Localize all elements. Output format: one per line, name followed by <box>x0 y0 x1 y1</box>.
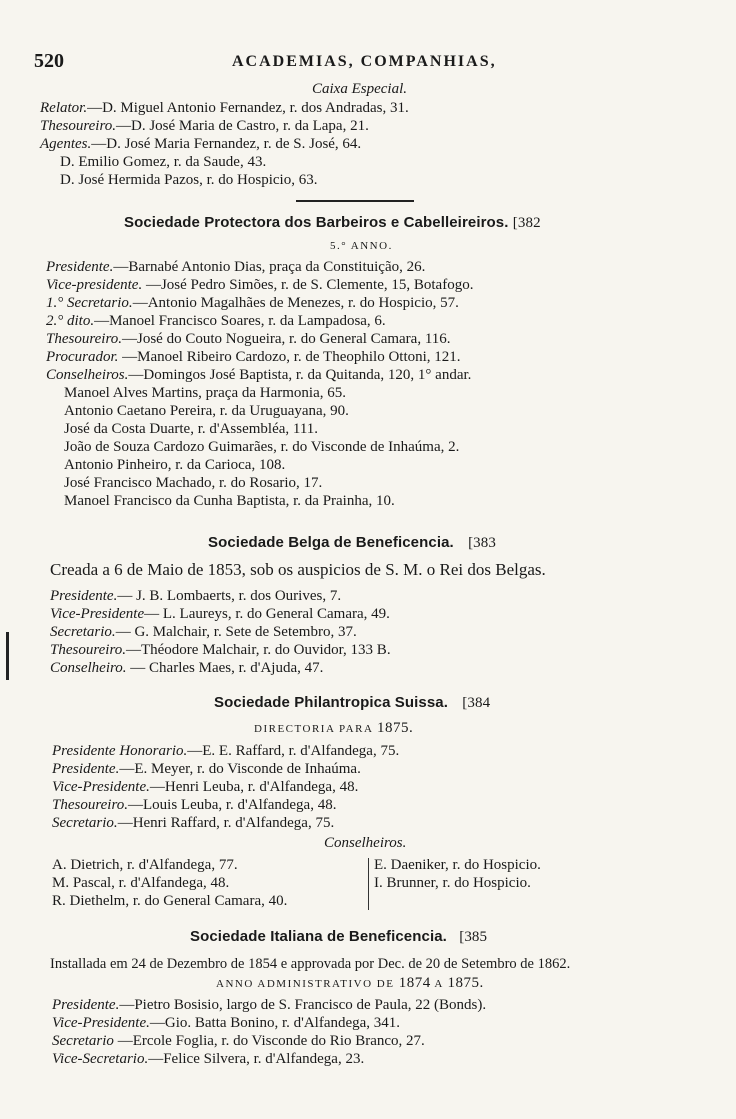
member-line: Thesoureiro.—José do Couto Nogueira, r. do General Camara, 116. <box>46 331 451 347</box>
member-line: Presidente.— J. B. Lombaerts, r. dos Ourives, 7. <box>50 588 342 604</box>
member-line: Manoel Alves Martins, praça da Harmonia, 65. <box>64 385 347 401</box>
member-line: Antonio Pinheiro, r. da Carioca, 108. <box>64 457 286 473</box>
member-line: Vice-Presidente— L. Laureys, r. do General Camara, 49. <box>50 606 390 622</box>
member-line: Secretario.—Henri Raffard, r. d'Alfandega, 75. <box>52 815 335 831</box>
member-line: Thesoureiro.—Louis Leuba, r. d'Alfandega, 48. <box>52 797 337 813</box>
councillor-right: E. Daeniker, r. do Hospicio. <box>374 857 541 873</box>
caixa-heading: Caixa Especial. <box>312 81 407 97</box>
councillor-left: A. Dietrich, r. d'Alfandega, 77. <box>52 857 238 873</box>
caixa-line: D. Emilio Gomez, r. da Saude, 43. <box>60 154 267 170</box>
member-line: Procurador. —Manoel Ribeiro Cardozo, r. de Theophilo Ottoni, 121. <box>46 349 461 365</box>
caixa-line: Relator.—D. Miguel Antonio Fernandez, r. dos Andradas, 31. <box>40 100 409 116</box>
member-line: Vice-Secretario.—Felice Silvera, r. d'Alfandega, 23. <box>52 1051 365 1067</box>
section-intro: Installada em 24 de Dezembro de 1854 e approvada por Dec. de 20 de Setembro de 1862. <box>50 956 571 972</box>
member-line: Presidente.—E. Meyer, r. do Visconde de Inhaúma. <box>52 761 361 777</box>
caixa-line: D. José Hermida Pazos, r. do Hospicio, 63. <box>60 172 318 188</box>
councillor-right: I. Brunner, r. do Hospicio. <box>374 875 531 891</box>
section-heading-385: Sociedade Italiana de Beneficencia. [385 <box>190 928 488 945</box>
member-line: Presidente.—Pietro Bosisio, largo de S. Francisco de Paula, 22 (Bonds). <box>52 997 487 1013</box>
directoria-label: DIRECTORIA PARA 1875. <box>254 720 414 736</box>
councillor-left: M. Pascal, r. d'Alfandega, 48. <box>52 875 230 891</box>
section-heading-382: Sociedade Protectora dos Barbeiros e Cabelleireiros. [382 <box>124 214 541 231</box>
member-line: Vice-presidente. —José Pedro Simões, r. de S. Clemente, 15, Botafogo. <box>46 277 474 293</box>
section-heading-383: Sociedade Belga de Beneficencia. [383 <box>208 534 496 551</box>
member-line: Manoel Francisco da Cunha Baptista, r. da Prainha, 10. <box>64 493 395 509</box>
member-line: Secretario —Ercole Foglia, r. do Visconde do Rio Branco, 27. <box>52 1033 425 1049</box>
caixa-line: Agentes.—D. José Maria Fernandez, r. de S. José, 64. <box>40 136 362 152</box>
member-line: Thesoureiro.—Théodore Malchair, r. do Ouvidor, 133 B. <box>50 642 391 658</box>
member-line: Presidente.—Barnabé Antonio Dias, praça da Constituição, 26. <box>46 259 426 275</box>
page-number: 520 <box>34 50 64 72</box>
member-line: José da Costa Duarte, r. d'Assembléa, 111. <box>64 421 319 437</box>
member-line: 2.° dito.—Manoel Francisco Soares, r. da Lampadosa, 6. <box>46 313 386 329</box>
caixa-line: Thesoureiro.—D. José Maria de Castro, r. da Lapa, 21. <box>40 118 369 134</box>
member-line: Presidente Honorario.—E. E. Raffard, r. d'Alfandega, 75. <box>52 743 400 759</box>
member-line: Secretario.— G. Malchair, r. Sete de Setembro, 37. <box>50 624 357 640</box>
member-line: João de Souza Cardozo Guimarães, r. do Visconde de Inhaúma, 2. <box>64 439 460 455</box>
member-line: Conselheiros.—Domingos José Baptista, r. da Quitanda, 120, 1° andar. <box>46 367 472 383</box>
member-line: José Francisco Machado, r. do Rosario, 17. <box>64 475 323 491</box>
anno-label: ANNO ADMINISTRATIVO DE 1874 A 1875. <box>216 975 484 991</box>
page-title: ACADEMIAS, COMPANHIAS, <box>232 53 497 70</box>
section-divider <box>296 200 414 202</box>
councillor-left: R. Diethelm, r. do General Camara, 40. <box>52 893 288 909</box>
member-line: 1.° Secretario.—Antonio Magalhães de Menezes, r. do Hospicio, 57. <box>46 295 459 311</box>
member-line: Vice-Presidente.—Henri Leuba, r. d'Alfandega, 48. <box>52 779 359 795</box>
member-line: Antonio Caetano Pereira, r. da Uruguayana, 90. <box>64 403 349 419</box>
section-heading-384: Sociedade Philantropica Suissa. [384 <box>214 694 491 711</box>
margin-mark <box>6 632 9 680</box>
conselheiros-heading: Conselheiros. <box>324 835 407 851</box>
member-line: Vice-Presidente.—Gio. Batta Bonino, r. d'Alfandega, 341. <box>52 1015 401 1031</box>
section-intro: Creada a 6 de Maio de 1853, sob os auspicios de S. M. o Rei dos Belgas. <box>50 560 546 579</box>
member-line: Conselheiro. — Charles Maes, r. d'Ajuda, 47. <box>50 660 324 676</box>
page-header <box>34 50 714 76</box>
column-divider <box>368 858 369 910</box>
section-subtitle: 5.° ANNO. <box>330 240 393 252</box>
